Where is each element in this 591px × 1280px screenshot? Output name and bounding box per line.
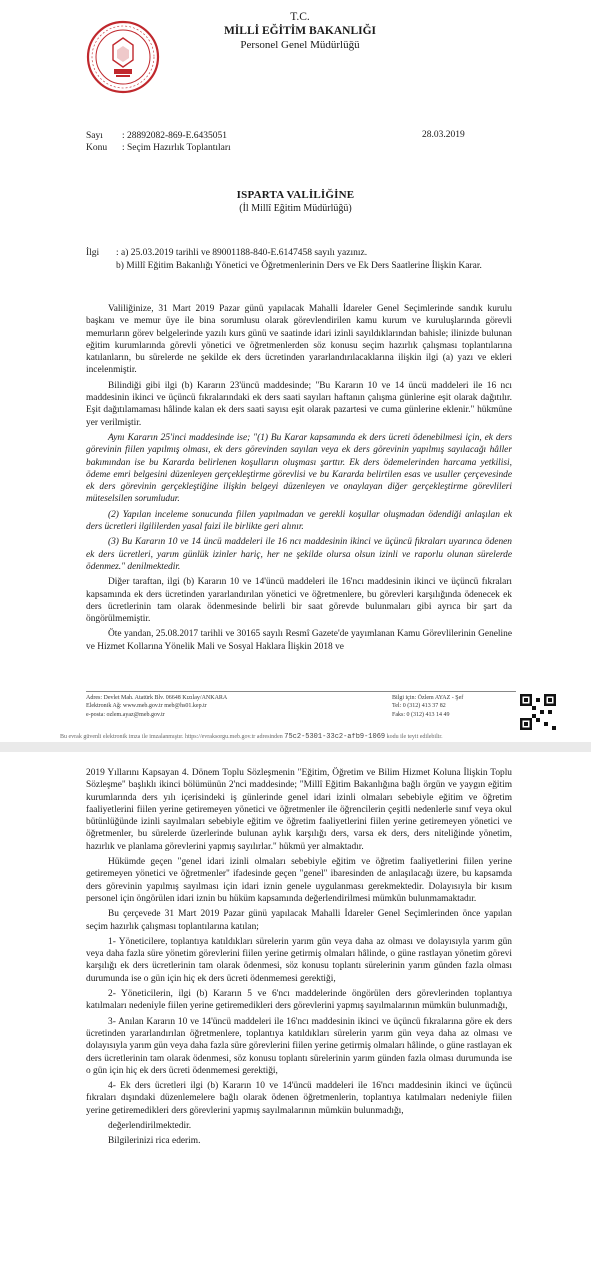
paragraph: Diğer taraftan, ilgi (b) Kararın 10 ve 14'üncü maddeleri ile 16'ncı maddesinin ikinci ve üçüncü fıkraları kapsamında ek ders ücretinden yararlandırılan yönetici ve öğretmenlere, bu görevleri karşılığında ödenecek ek ders ücretlerinin tam olarak ödenmesinde belirli bir saat görevde bulunmaları gibi ayrıca bir şart da öngörülmemiştir. bbox=[86, 577, 512, 625]
paragraph: Valiliğinize, 31 Mart 2019 Pazar günü yapılacak Mahalli İdareler Genel Seçimlerinde sandık kurulu başkanı ve memur üye ile bina sorumlusu olarak görevlendirilen kamu kurum ve kuruluşlarında görevli memurların görev belgelerinde yazılı kurs günü ve saatinde idari izinli sayıldıklarından bahisle; ilinizde bulunan eğitim kurumlarında görevli yönetici ve öğretmenlerden söz konusu seçim hazırlık çalışması toplantılarına katılanların, bu sürelerde ne şekilde ek ders ücretinden yararlandırılacaklarına ilişkin ilgi (a) yazı ve ekleri incelenmiştir. bbox=[86, 304, 512, 376]
verification-text-end: kodu ile teyit edilebilir. bbox=[386, 734, 443, 740]
ilgi-block bbox=[86, 247, 506, 272]
paragraph: 2019 Yıllarını Kapsayan 4. Dönem Toplu Sözleşmenin "Eğitim, Öğretim ve Bilim Hizmet Koluna İlişkin Toplu Sözleşme" başlıklı ikinci bölümünün 2'nci maddesinde; "Millî Eğitim Bakanlığına bağlı örgün ve yaygın eğitim kurumlarında ders yılı içerisindeki iş günlerinde genel idari izinli olmaları sebebiyle eğitim ve öğretim faaliyetlerini fiilen yerine getiremeyen yönetici ve öğretmenler ile öğrencilerin çeşitli nedenlerle sınıf veya okul bütünlüğünde izinli sayılmaları sebebiyle eğitim ve öğretim faaliyetlerini fiilen yerine getiremeyen yönetici ve öğretmenler, bu sürelerde üzerlerinde bulunan aylık karşılığı ders, varsa ek ders, ders niteliğinde yönetim, hazırlık ve planlama görevlerini yapmış sayılırlar." hükmü yer almaktadır. bbox=[86, 768, 512, 852]
ilgi-a: : a) 25.03.2019 tarihli ve 89001188-840-E.6147458 sayılı yazınız. bbox=[116, 248, 368, 258]
page1-body bbox=[86, 303, 512, 681]
paragraph: (2) Yapılan inceleme sonucunda fiilen yapılmadan ve gerekli koşullar oluşmadan ödendiği anlaşılan ek ders ücretleri ilgililerden yasal faizi ile birlikte geri alınır. bbox=[86, 509, 512, 533]
paragraph: Bu çerçevede 31 Mart 2019 Pazar günü yapılacak Mahalli İdareler Genel Seçimlerinden önce yapılan seçim hazırlık çalışması toplantılarına katılan; bbox=[86, 909, 512, 932]
document-date: 28.03.2019 bbox=[422, 130, 465, 140]
konu-label: Konu bbox=[86, 143, 108, 153]
paragraph: Bilgilerinizi rica ederim. bbox=[108, 1136, 201, 1147]
paragraph: Aynı Kararın 25'inci maddesinde ise; "(1) Bu Karar kapsamında ek ders ücreti ödenebilmesi için, ek ders görevinin fiilen yapılmış olması, ek ders görevinden sayılan veya ek ders görevinin yapılmış sayılacağı hâller bakımından ise bu Kararda belirlenen koşulların oluşması şarttır. Ek ders ödemelerinden harcama yetkilisi, ödeme emri belgesini düzenleyen gerçekleştirme görevlisi ve bu Kararda belirtilen esas ve usuller çerçevesinde ek ders görevinin gerçekleştiğine ilişkin belgeyi düzenleyen ve onaylayan diğer gerçekleştirme görevlileri müteselsilen sorumludur. bbox=[86, 432, 512, 505]
footer-line: Bilgi için: Özlem AYAZ - Şef bbox=[392, 695, 464, 701]
page-separator bbox=[0, 742, 591, 752]
header-department: Personel Genel Müdürlüğü bbox=[240, 39, 360, 51]
qr-code-icon bbox=[520, 694, 556, 730]
page2-body bbox=[86, 767, 512, 1272]
meb-logo-icon bbox=[86, 20, 160, 94]
verification-text: Bu evrak güvenli elektronik imza ile imzalanmıştır. https://evraksorgu.meb.gov.tr adresinden bbox=[60, 734, 283, 740]
paragraph: Hükümde geçen "genel idari izinli olmaları sebebiyle eğitim ve öğretim faaliyetlerini fiilen yerine getiremeyen yönetici ve öğretmenler" ifadesinde geçen "genel" ibaresinden de anlaşılacağı üzere, bu kapsamda ders görevinin yapılmış sayılması için idari iznin genele uygulanması gerekmektedir. Dolayısıyla bir kısım personel için öngörülen idari iznin bu hüküm kapsamında değerlendirilmesi mümkün bulunmamaktadır. bbox=[86, 857, 512, 904]
header-tc: T.C. bbox=[290, 11, 310, 23]
ilgi-label: İlgi bbox=[86, 248, 100, 258]
document-page-2 bbox=[0, 752, 591, 1280]
sayi-label: Sayı bbox=[86, 131, 103, 141]
footer-address bbox=[86, 694, 326, 719]
verification-strip bbox=[60, 733, 560, 741]
footer-line: Tel: 0 (312) 413 37 82 bbox=[392, 703, 446, 710]
footer-contact bbox=[392, 694, 512, 719]
verification-code: 75c2-5301-33c2-afb9-1069 bbox=[284, 733, 386, 741]
paragraph: 3- Anılan Kararın 10 ve 14'üncü maddeleri ile 16'ncı maddesinin ikinci ve üçüncü fıkralarına göre ek ders ücretinden yararlandırılan öğretmenlere, toplantıya katıldıkları sürelerin yarım gün veya daha az olması ve dolayısıyla yarım gün veya daha fazla süre görevlerini fiilen yerine getirmiş olmaları hâlinde, o güne rastlayan ek ders ücretlerinin tam olarak ödenmesi, söz konusu toplantı sürelerinin yarım günden fazla olması durumunda ise o gün için hiç ek ders ücreti ödenmemesi gerektiği, bbox=[86, 1016, 512, 1076]
footer-line: Adres: Devlet Mah. Atatürk Blv. 06648 Kızılay/ANKARA bbox=[86, 695, 228, 701]
sayi-value: : 28892082-869-E.6435051 bbox=[122, 131, 228, 141]
paragraph: Öte yandan, 25.08.2017 tarihli ve 30165 sayılı Resmî Gazete'de yayımlanan Kamu Görevlilerinin Geneline ve Hizmet Kollarına Yönelik Mali ve Sosyal Haklara İlişkin 2018 ve bbox=[86, 629, 512, 652]
addressee-title: ISPARTA VALİLİĞİNE bbox=[236, 189, 355, 201]
footer-line: Elektronik Ağ: www.meb.gov.tr meb@hs01.kep.tr bbox=[86, 703, 207, 710]
paragraph: 2- Yöneticilerin, ilgi (b) Kararın 5 ve 6'ncı maddelerinde öngörülen ders görevlerinden toplantıya katılmaları nedeniyle fiilen yerine getiremedikleri ders görevlerini yapmış sayılmalarının mümkün bulunmadığı, bbox=[86, 989, 512, 1012]
paragraph: (3) Bu Kararın 10 ve 14 üncü maddeleri ile 16 ncı maddesinin ikinci ve üçüncü fıkraları uyarınca ödenen ek ders ücretleri, yarım günlük izinler hariç, her ne şekilde olursa olsun izinli ve raporlu olunan sürelerde ödenmez." denilmektedir. bbox=[86, 537, 512, 572]
addressee-subtitle: (İl Millî Eğitim Müdürlüğü) bbox=[239, 203, 352, 214]
footer-line: Faks: 0 (312) 413 14 49 bbox=[392, 711, 450, 718]
paragraph: Bilindiği gibi ilgi (b) Kararın 23'üncü maddesinde; "Bu Kararın 10 ve 14 üncü maddeleri ile 16 ncı maddesinin ikinci ve üçüncü fıkralarındaki ek ders saati sayıları haftanın çalışma günlerine eşit olarak dağıtılır. Eşit dağıtılamaması hâlinde kalan ek ders saati sayısı eşit olarak pazartesi ve cuma günlerine eklenir." hükmüne yer verilmiştir. bbox=[86, 380, 512, 428]
paragraph: değerlendirilmektedir. bbox=[108, 1121, 192, 1132]
ilgi-b: b) Millî Eğitim Bakanlığı Yönetici ve Öğretmenlerinin Ders ve Ek Ders Saatlerine İlişkin Karar. bbox=[116, 260, 482, 271]
paragraph: 4- Ek ders ücretleri ilgi (b) Kararın 10 ve 14'üncü maddeleri ile 16'ncı maddesinin ikinci ve üçüncü fıkraları dışındaki düzenlemelere bağlı olarak ödenen öğretmenlerin, toplantıya katılmaları nedeniyle fiilen yerine getiremedikleri ders görevlerini yapmış sayılmalarının mümkün bulunmadığı, bbox=[86, 1081, 512, 1116]
reference-block bbox=[86, 130, 231, 154]
footer-line: e-posta: ozlem.ayaz@meb.gov.tr bbox=[86, 711, 165, 718]
letterhead bbox=[190, 10, 410, 52]
paragraph: 1- Yöneticilere, toplantıya katıldıkları sürelerin yarım gün veya daha az olması ve dolayısıyla yarım gün veya daha fazla süre yönetim görevlerini fiilen yerine getirmiş olmaları hâlinde, o güne rastlayan yönetim görevi karşılığı ek ders ücretlerinin tam olarak ödenmesi, söz konusu toplantı sürelerinin yarım günden fazla olması durumunda ise o gün için hiç ek ders ücreti ödenmemesi gerektiği, bbox=[86, 936, 512, 984]
header-ministry: MİLLİ EĞİTİM BAKANLIĞI bbox=[223, 25, 377, 37]
konu-value: : Seçim Hazırlık Toplantıları bbox=[122, 143, 231, 153]
footer-divider bbox=[86, 691, 516, 692]
